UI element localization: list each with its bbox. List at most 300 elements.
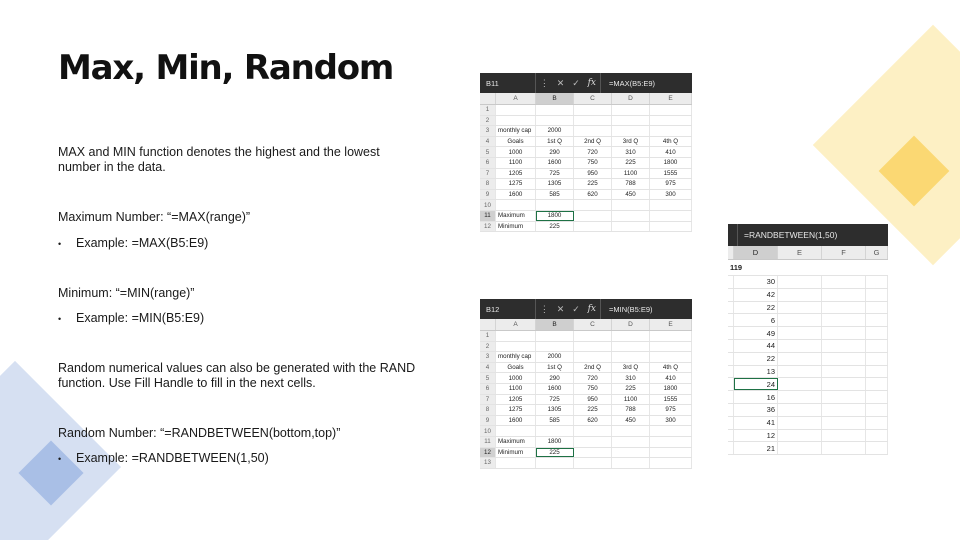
table-cell[interactable] — [612, 437, 650, 447]
table-cell[interactable]: 720 — [574, 147, 612, 157]
table-cell[interactable]: 1000 — [496, 373, 536, 383]
table-row — [480, 147, 692, 158]
table-cell[interactable] — [536, 342, 574, 352]
table-cell[interactable] — [496, 426, 536, 436]
table-row — [480, 331, 692, 342]
table-cell[interactable] — [574, 448, 612, 458]
table-row — [480, 105, 692, 116]
table-cell[interactable] — [778, 353, 822, 365]
table-cell[interactable] — [536, 105, 574, 115]
table-row — [480, 363, 692, 374]
row-header[interactable]: 3 — [480, 352, 496, 362]
table-cell[interactable] — [822, 391, 866, 403]
table-cell[interactable]: 975 — [650, 405, 692, 415]
table-cell[interactable]: 750 — [574, 158, 612, 168]
table-cell[interactable]: 1555 — [650, 395, 692, 405]
name-box-fragment: 119 — [728, 260, 888, 276]
table-cell[interactable] — [650, 458, 692, 468]
table-cell[interactable] — [778, 417, 822, 429]
table-cell[interactable]: 42 — [734, 289, 778, 301]
table-cell[interactable]: 1305 — [536, 179, 574, 189]
table-cell[interactable]: 44 — [734, 340, 778, 352]
table-cell[interactable]: 290 — [536, 147, 574, 157]
table-cell[interactable] — [822, 340, 866, 352]
table-cell[interactable] — [866, 378, 888, 390]
table-cell[interactable]: 225 — [574, 405, 612, 415]
table-cell[interactable] — [866, 289, 888, 301]
table-cell[interactable] — [650, 116, 692, 126]
table-cell[interactable] — [778, 442, 822, 454]
table-cell[interactable]: 300 — [650, 416, 692, 426]
table-cell[interactable]: 2000 — [536, 352, 574, 362]
min-example: Example: =MIN(B5:E9) — [76, 311, 205, 325]
table-cell[interactable]: 1st Q — [536, 137, 574, 147]
rand-example: Example: =RANDBETWEEN(1,50) — [76, 451, 269, 465]
table-cell[interactable] — [822, 417, 866, 429]
table-cell[interactable] — [650, 426, 692, 436]
column-header-c[interactable]: C — [574, 93, 612, 104]
table-row — [728, 327, 888, 340]
table-row — [480, 342, 692, 353]
table-cell[interactable] — [866, 314, 888, 326]
table-row — [728, 302, 888, 315]
table-row — [728, 391, 888, 404]
row-header[interactable]: 5 — [480, 147, 496, 157]
table-cell[interactable] — [866, 417, 888, 429]
table-cell[interactable] — [822, 314, 866, 326]
more-icon: ⋮ — [539, 77, 549, 88]
table-row — [480, 384, 692, 395]
min-label: Minimum: “=MIN(range)” — [58, 286, 195, 300]
table-cell[interactable]: 290 — [536, 373, 574, 383]
table-cell[interactable]: 2nd Q — [574, 363, 612, 373]
table-cell[interactable] — [574, 126, 612, 136]
column-header-d[interactable]: D — [612, 93, 650, 104]
cancel-icon[interactable]: ✕ — [556, 77, 565, 88]
table-cell[interactable] — [612, 331, 650, 341]
table-cell[interactable]: Minimum — [496, 222, 536, 232]
table-cell[interactable] — [574, 426, 612, 436]
table-cell[interactable]: 1275 — [496, 405, 536, 415]
table-cell[interactable] — [822, 442, 866, 454]
table-cell[interactable] — [866, 276, 888, 288]
column-header-e[interactable]: E — [650, 319, 692, 330]
table-cell[interactable] — [612, 211, 650, 221]
row-header[interactable]: 1 — [480, 105, 496, 115]
table-cell[interactable] — [650, 437, 692, 447]
table-cell[interactable] — [536, 331, 574, 341]
column-header-a[interactable]: A — [496, 319, 536, 330]
table-cell[interactable] — [574, 331, 612, 341]
formula-text[interactable]: =RANDBETWEEN(1,50) — [744, 230, 838, 240]
more-icon: ⋮ — [539, 303, 549, 314]
table-cell[interactable]: 1600 — [496, 416, 536, 426]
row-header[interactable]: 9 — [480, 416, 496, 426]
function-icon[interactable]: fx — [587, 304, 597, 314]
rand-text-line1: Random numerical values can also be generated with the RAND — [58, 361, 416, 375]
row-header[interactable]: 11 — [480, 437, 496, 447]
table-cell[interactable]: 1205 — [496, 169, 536, 179]
table-row — [480, 373, 692, 384]
table-cell[interactable] — [822, 302, 866, 314]
table-cell[interactable]: 620 — [574, 416, 612, 426]
formula-bar — [728, 224, 888, 246]
table-cell[interactable] — [866, 391, 888, 403]
table-cell[interactable]: 3rd Q — [612, 137, 650, 147]
column-headers — [728, 246, 888, 260]
table-cell[interactable]: 1100 — [496, 384, 536, 394]
table-cell[interactable] — [650, 126, 692, 136]
table-cell[interactable] — [496, 342, 536, 352]
table-cell[interactable] — [822, 378, 866, 390]
min-spreadsheet-screenshot — [480, 299, 692, 469]
table-cell[interactable]: 22 — [734, 302, 778, 314]
table-cell[interactable]: 310 — [612, 373, 650, 383]
row-header[interactable]: 2 — [480, 342, 496, 352]
select-all-corner[interactable] — [480, 319, 496, 330]
row-header[interactable]: 12 — [480, 448, 496, 458]
table-cell[interactable]: 720 — [574, 373, 612, 383]
table-cell[interactable] — [778, 404, 822, 416]
enter-icon[interactable]: ✓ — [572, 303, 580, 314]
table-cell[interactable] — [536, 426, 574, 436]
table-cell[interactable] — [612, 458, 650, 468]
column-header-g[interactable]: G — [866, 246, 888, 259]
table-cell[interactable]: 225 — [574, 179, 612, 189]
column-header-b[interactable]: B — [536, 93, 574, 104]
table-cell[interactable] — [822, 430, 866, 442]
table-cell[interactable]: 12 — [734, 430, 778, 442]
table-cell[interactable]: 410 — [650, 373, 692, 383]
table-cell[interactable] — [650, 105, 692, 115]
table-row — [480, 126, 692, 137]
table-cell[interactable]: 225 — [612, 158, 650, 168]
column-header-c[interactable]: C — [574, 319, 612, 330]
table-cell[interactable] — [778, 378, 822, 390]
table-cell[interactable] — [574, 458, 612, 468]
table-cell[interactable] — [612, 426, 650, 436]
table-row — [480, 211, 692, 222]
row-header[interactable]: 10 — [480, 426, 496, 436]
table-cell[interactable] — [574, 342, 612, 352]
row-header[interactable]: 11 — [480, 211, 496, 221]
table-cell[interactable]: 750 — [574, 384, 612, 394]
row-header[interactable]: 5 — [480, 373, 496, 383]
table-row — [480, 222, 692, 233]
table-cell[interactable] — [778, 327, 822, 339]
table-row — [480, 448, 692, 459]
table-cell[interactable] — [574, 200, 612, 210]
table-cell[interactable] — [574, 352, 612, 362]
table-cell[interactable]: 450 — [612, 190, 650, 200]
table-cell[interactable] — [822, 404, 866, 416]
table-cell[interactable]: 975 — [650, 179, 692, 189]
table-row — [728, 442, 888, 455]
table-cell[interactable]: 788 — [612, 179, 650, 189]
select-all-corner[interactable] — [480, 93, 496, 104]
table-row — [480, 458, 692, 469]
table-cell[interactable] — [496, 105, 536, 115]
max-label: Maximum Number: “=MAX(range)” — [58, 210, 251, 224]
table-cell[interactable]: Minimum — [496, 448, 536, 458]
formula-text[interactable]: =MIN(B5:E9) — [600, 299, 653, 319]
table-cell[interactable] — [612, 200, 650, 210]
table-cell[interactable]: 225 — [612, 384, 650, 394]
table-cell[interactable]: 21 — [734, 442, 778, 454]
row-header[interactable]: 1 — [480, 331, 496, 341]
table-row — [480, 179, 692, 190]
table-cell[interactable]: 2000 — [536, 126, 574, 136]
table-cell[interactable]: 310 — [612, 147, 650, 157]
slide-title: Max, Min, Random — [58, 48, 394, 88]
cancel-icon[interactable]: ✕ — [556, 303, 565, 314]
table-cell[interactable] — [866, 366, 888, 378]
table-cell[interactable]: Goals — [496, 137, 536, 147]
table-cell[interactable]: 950 — [574, 395, 612, 405]
table-row — [728, 353, 888, 366]
table-row — [480, 190, 692, 201]
table-cell[interactable]: 4th Q — [650, 363, 692, 373]
table-cell[interactable]: 1800 — [536, 211, 574, 221]
table-cell[interactable] — [496, 200, 536, 210]
formula-text[interactable]: =MAX(B5:E9) — [600, 73, 655, 93]
table-row — [480, 116, 692, 127]
intro-text-line2: number in the data. — [58, 160, 166, 174]
table-cell[interactable] — [612, 126, 650, 136]
table-cell[interactable]: 620 — [574, 190, 612, 200]
table-cell[interactable] — [574, 437, 612, 447]
table-row — [480, 395, 692, 406]
table-cell[interactable]: 3rd Q — [612, 363, 650, 373]
table-cell[interactable]: 1800 — [650, 158, 692, 168]
max-example-item — [58, 236, 208, 250]
column-header-f[interactable]: F — [822, 246, 866, 259]
table-cell[interactable]: monthly cap — [496, 126, 536, 136]
table-row — [728, 289, 888, 302]
row-header[interactable]: 6 — [480, 384, 496, 394]
table-row — [480, 137, 692, 148]
name-box[interactable]: B12 — [480, 299, 536, 319]
max-example: Example: =MAX(B5:E9) — [76, 236, 209, 250]
row-header[interactable]: 6 — [480, 158, 496, 168]
column-header-d[interactable]: D — [734, 246, 778, 259]
table-cell[interactable]: 450 — [612, 416, 650, 426]
bullet-icon: • — [58, 239, 62, 249]
table-cell[interactable] — [778, 289, 822, 301]
table-cell[interactable] — [866, 442, 888, 454]
table-row — [480, 200, 692, 211]
table-cell[interactable]: 36 — [734, 404, 778, 416]
table-row — [728, 276, 888, 289]
row-header[interactable]: 4 — [480, 137, 496, 147]
table-row — [728, 404, 888, 417]
table-cell[interactable]: 49 — [734, 327, 778, 339]
row-header[interactable]: 9 — [480, 190, 496, 200]
table-row — [728, 366, 888, 379]
table-cell[interactable]: 22 — [734, 353, 778, 365]
column-header-e[interactable]: E — [778, 246, 822, 259]
table-cell[interactable]: 1555 — [650, 169, 692, 179]
table-cell[interactable] — [496, 116, 536, 126]
table-cell[interactable] — [650, 211, 692, 221]
table-cell[interactable] — [778, 314, 822, 326]
table-cell[interactable] — [778, 340, 822, 352]
column-header-d[interactable]: D — [612, 319, 650, 330]
table-cell[interactable] — [822, 353, 866, 365]
table-cell[interactable]: Maximum — [496, 437, 536, 447]
table-cell[interactable] — [612, 222, 650, 232]
table-cell[interactable]: Maximum — [496, 211, 536, 221]
table-cell[interactable] — [536, 458, 574, 468]
table-cell[interactable]: 725 — [536, 395, 574, 405]
table-row — [728, 340, 888, 353]
table-cell[interactable] — [650, 448, 692, 458]
sheet-grid — [480, 105, 692, 232]
table-cell[interactable]: 950 — [574, 169, 612, 179]
table-cell[interactable] — [778, 276, 822, 288]
table-row — [728, 378, 888, 391]
table-cell[interactable]: 1275 — [496, 179, 536, 189]
table-cell[interactable] — [822, 327, 866, 339]
table-cell[interactable]: 24 — [734, 378, 778, 390]
row-header[interactable]: 8 — [480, 179, 496, 189]
table-cell[interactable]: 1600 — [496, 190, 536, 200]
table-cell[interactable] — [650, 200, 692, 210]
table-cell[interactable]: 585 — [536, 416, 574, 426]
rand-example-item — [58, 451, 269, 465]
table-cell[interactable]: 300 — [650, 190, 692, 200]
table-cell[interactable] — [536, 200, 574, 210]
table-cell[interactable]: 1600 — [536, 158, 574, 168]
table-cell[interactable]: 225 — [536, 222, 574, 232]
table-cell[interactable]: Goals — [496, 363, 536, 373]
table-cell[interactable] — [536, 116, 574, 126]
table-cell[interactable] — [496, 331, 536, 341]
table-cell[interactable]: 1100 — [612, 169, 650, 179]
table-cell[interactable] — [650, 342, 692, 352]
table-cell[interactable] — [650, 222, 692, 232]
table-cell[interactable] — [574, 222, 612, 232]
table-cell[interactable]: 4th Q — [650, 137, 692, 147]
rand-label: Random Number: “=RANDBETWEEN(bottom,top)” — [58, 426, 341, 440]
table-cell[interactable]: 1800 — [650, 384, 692, 394]
table-row — [480, 416, 692, 427]
table-cell[interactable]: 6 — [734, 314, 778, 326]
table-cell[interactable] — [822, 289, 866, 301]
row-header[interactable]: 7 — [480, 395, 496, 405]
table-cell[interactable]: 1100 — [612, 395, 650, 405]
table-row — [480, 352, 692, 363]
table-cell[interactable]: 410 — [650, 147, 692, 157]
column-header-e[interactable]: E — [650, 93, 692, 104]
formula-bar — [480, 299, 692, 319]
table-cell[interactable] — [778, 302, 822, 314]
table-cell[interactable] — [612, 352, 650, 362]
table-row — [480, 437, 692, 448]
table-cell[interactable]: 1205 — [496, 395, 536, 405]
table-cell[interactable]: 1000 — [496, 147, 536, 157]
table-cell[interactable] — [866, 340, 888, 352]
table-cell[interactable]: 585 — [536, 190, 574, 200]
rand-text-line2: function. Use Fill Handle to fill in the next cells. — [58, 376, 316, 390]
table-cell[interactable]: 1305 — [536, 405, 574, 415]
row-header[interactable]: 12 — [480, 222, 496, 232]
table-cell[interactable] — [778, 430, 822, 442]
table-cell[interactable]: 16 — [734, 391, 778, 403]
column-header-a[interactable]: A — [496, 93, 536, 104]
table-cell[interactable] — [496, 458, 536, 468]
name-box[interactable]: B11 — [480, 73, 536, 93]
sheet-grid — [480, 331, 692, 469]
table-cell[interactable]: 13 — [734, 366, 778, 378]
table-cell[interactable] — [574, 211, 612, 221]
table-cell[interactable] — [612, 105, 650, 115]
column-headers — [480, 93, 692, 105]
table-row — [728, 314, 888, 327]
table-cell[interactable]: 225 — [536, 448, 574, 458]
row-header[interactable]: 2 — [480, 116, 496, 126]
table-cell[interactable] — [866, 302, 888, 314]
table-cell[interactable]: 725 — [536, 169, 574, 179]
table-cell[interactable] — [612, 116, 650, 126]
table-cell[interactable] — [822, 276, 866, 288]
table-cell[interactable]: 1800 — [536, 437, 574, 447]
row-header[interactable]: 7 — [480, 169, 496, 179]
table-cell[interactable]: 30 — [734, 276, 778, 288]
table-cell[interactable]: 788 — [612, 405, 650, 415]
table-cell[interactable] — [612, 342, 650, 352]
table-cell[interactable]: 1600 — [536, 384, 574, 394]
table-cell[interactable] — [866, 404, 888, 416]
table-row — [480, 405, 692, 416]
table-cell[interactable] — [866, 327, 888, 339]
table-cell[interactable]: monthly cap — [496, 352, 536, 362]
table-cell[interactable] — [574, 116, 612, 126]
table-row — [480, 169, 692, 180]
intro-text-line1: MAX and MIN function denotes the highest and the lowest — [58, 145, 380, 159]
min-example-item — [58, 311, 204, 325]
table-cell[interactable]: 2nd Q — [574, 137, 612, 147]
row-header[interactable]: 3 — [480, 126, 496, 136]
table-cell[interactable] — [866, 430, 888, 442]
bullet-icon: • — [58, 314, 62, 324]
table-cell[interactable] — [650, 352, 692, 362]
bullet-icon: • — [58, 454, 62, 464]
table-cell[interactable] — [650, 331, 692, 341]
table-cell[interactable]: 1100 — [496, 158, 536, 168]
row-header[interactable]: 10 — [480, 200, 496, 210]
table-row — [480, 426, 692, 437]
table-cell[interactable] — [822, 366, 866, 378]
table-row — [728, 417, 888, 430]
enter-icon[interactable]: ✓ — [572, 77, 580, 88]
table-cell[interactable]: 41 — [734, 417, 778, 429]
function-icon[interactable]: fx — [587, 78, 597, 88]
table-cell[interactable]: 1st Q — [536, 363, 574, 373]
table-row — [480, 158, 692, 169]
row-header[interactable]: 8 — [480, 405, 496, 415]
table-cell[interactable] — [574, 105, 612, 115]
row-header[interactable]: 4 — [480, 363, 496, 373]
table-cell[interactable] — [612, 448, 650, 458]
column-header-b[interactable]: B — [536, 319, 574, 330]
row-header[interactable]: 13 — [480, 458, 496, 468]
table-cell[interactable] — [778, 366, 822, 378]
max-spreadsheet-screenshot — [480, 73, 692, 243]
table-cell[interactable] — [778, 391, 822, 403]
table-cell[interactable] — [866, 353, 888, 365]
sheet-grid — [728, 276, 888, 455]
